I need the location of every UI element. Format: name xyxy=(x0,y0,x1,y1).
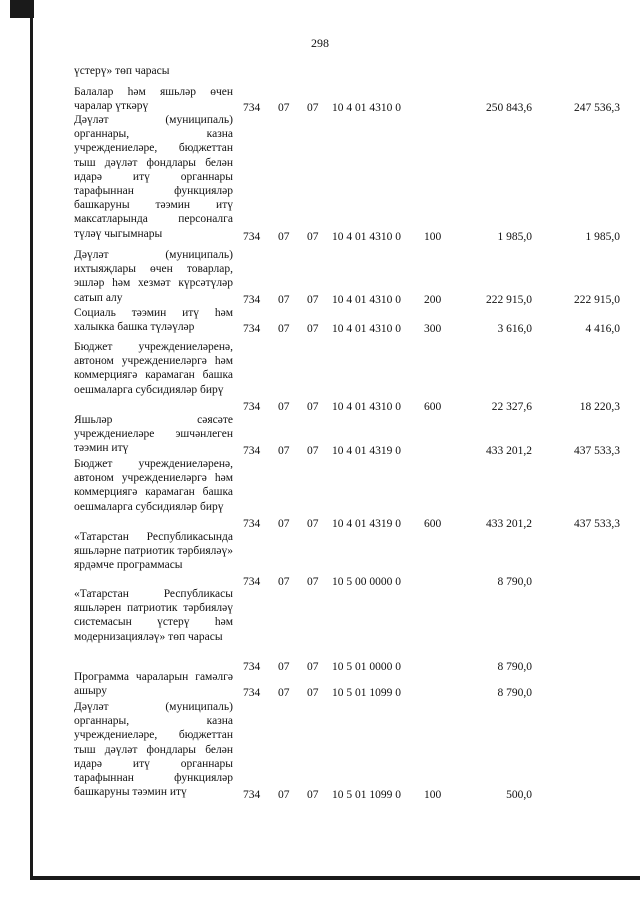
row-description: Балалар һәм яшьләр өчен чаралар үткәрү xyxy=(74,86,233,113)
row-description: Дәүләт (муниципаль) органнары, казна учреждениеләре, бюджеттан тыш дәүләт фондлары белән идарә итү органнары тарафыннан функцияләр башкаруны тәэмин итү максатларында персоналга түләү чыгымнары xyxy=(74,114,233,240)
expense-type-code: 100 xyxy=(424,788,442,801)
article-code: 10 5 01 1099 0 xyxy=(332,788,401,801)
admin-code: 734 xyxy=(243,517,261,530)
section-code: 07 xyxy=(278,686,290,699)
table-row xyxy=(0,457,640,531)
amount-year-1: 250 843,6 xyxy=(486,101,532,114)
section-code: 07 xyxy=(278,517,290,530)
article-code: 10 4 01 4310 0 xyxy=(332,101,401,114)
article-code: 10 5 01 1099 0 xyxy=(332,686,401,699)
amount-year-1: 433 201,2 xyxy=(486,444,532,457)
admin-code: 734 xyxy=(243,400,261,413)
admin-code: 734 xyxy=(243,322,261,335)
amount-year-2: 222 915,0 xyxy=(574,293,620,306)
subsection-code: 07 xyxy=(307,575,319,588)
table-row xyxy=(0,64,640,80)
expense-type-code: 300 xyxy=(424,322,442,335)
expense-type-code: 100 xyxy=(424,230,442,243)
subsection-code: 07 xyxy=(307,660,319,673)
article-code: 10 4 01 4310 0 xyxy=(332,400,401,413)
section-code: 07 xyxy=(278,575,290,588)
table-row xyxy=(0,248,640,307)
table-row xyxy=(0,340,640,414)
admin-code: 734 xyxy=(243,293,261,306)
table-row xyxy=(0,700,640,802)
article-code: 10 4 01 4310 0 xyxy=(332,230,401,243)
subsection-code: 07 xyxy=(307,444,319,457)
amount-year-1: 22 327,6 xyxy=(491,400,532,413)
table-row xyxy=(0,85,640,115)
row-description: Дәүләт (муниципаль) органнары, казна учреждениеләре, бюджеттан тыш дәүләт фондлары белән идарә итү органнары тарафыннан функцияләр башкаруны тәэмин итү xyxy=(74,701,233,799)
article-code: 10 4 01 4310 0 xyxy=(332,322,401,335)
amount-year-1: 500,0 xyxy=(506,788,532,801)
article-code: 10 4 01 4310 0 xyxy=(332,293,401,306)
amount-year-2: 1 985,0 xyxy=(585,230,620,243)
amount-year-1: 8 790,0 xyxy=(497,660,532,673)
row-description: Бюджет учреждениеләренә, автоном учреждениеләргә һәм коммерциягә карамаган башка оешмаларга субсидияләр бирү xyxy=(74,341,233,396)
table-row xyxy=(0,306,640,336)
amount-year-1: 433 201,2 xyxy=(486,517,532,530)
section-code: 07 xyxy=(278,400,290,413)
subsection-code: 07 xyxy=(307,322,319,335)
section-code: 07 xyxy=(278,444,290,457)
section-code: 07 xyxy=(278,660,290,673)
amount-year-1: 8 790,0 xyxy=(497,575,532,588)
row-description: «Татарстан Республикасы яшьләрен патриотик тәрбияләү системасын үстерү һәм модернизацияләү» төп чарасы xyxy=(74,588,233,643)
admin-code: 734 xyxy=(243,660,261,673)
row-description: Яшьләр сәясәте учреждениеләре эшчәнлеген тәэмин итү xyxy=(74,414,233,455)
table-row xyxy=(0,413,640,458)
row-description: Бюджет учреждениеләренә, автоном учреждениеләргә һәм коммерциягә карамаган башка оешмаларга субсидияләр бирү xyxy=(74,458,233,513)
admin-code: 734 xyxy=(243,444,261,457)
subsection-code: 07 xyxy=(307,293,319,306)
amount-year-2: 4 416,0 xyxy=(585,322,620,335)
table-row xyxy=(0,587,640,674)
row-description: Социаль тәэмин итү һәм халыкка башка түләүләр xyxy=(74,307,233,334)
amount-year-2: 18 220,3 xyxy=(579,400,620,413)
page-number: 298 xyxy=(311,36,329,50)
subsection-code: 07 xyxy=(307,400,319,413)
article-code: 10 4 01 4319 0 xyxy=(332,517,401,530)
article-code: 10 5 01 0000 0 xyxy=(332,660,401,673)
article-code: 10 4 01 4319 0 xyxy=(332,444,401,457)
row-description: Программа чараларын гамәлгә ашыру xyxy=(74,671,233,698)
amount-year-2: 437 533,3 xyxy=(574,444,620,457)
amount-year-1: 8 790,0 xyxy=(497,686,532,699)
amount-year-1: 222 915,0 xyxy=(486,293,532,306)
section-code: 07 xyxy=(278,101,290,114)
section-code: 07 xyxy=(278,322,290,335)
expense-type-code: 200 xyxy=(424,293,442,306)
subsection-code: 07 xyxy=(307,788,319,801)
table-row xyxy=(0,113,640,244)
section-code: 07 xyxy=(278,293,290,306)
admin-code: 734 xyxy=(243,101,261,114)
table-row xyxy=(0,530,640,589)
section-code: 07 xyxy=(278,230,290,243)
subsection-code: 07 xyxy=(307,686,319,699)
subsection-code: 07 xyxy=(307,517,319,530)
row-description: Дәүләт (муниципаль) ихтыяҗлары өчен товарлар, эшләр һәм хезмәт күрсәтүләр сатып алу xyxy=(74,249,233,304)
admin-code: 734 xyxy=(243,230,261,243)
amount-year-1: 1 985,0 xyxy=(497,230,532,243)
expense-type-code: 600 xyxy=(424,400,442,413)
row-description: «Татарстан Республикасында яшьләрне патриотик тәрбияләү» ярдәмче программасы xyxy=(74,531,233,572)
table-row xyxy=(0,670,640,700)
amount-year-2: 437 533,3 xyxy=(574,517,620,530)
subsection-code: 07 xyxy=(307,101,319,114)
amount-year-2: 247 536,3 xyxy=(574,101,620,114)
subsection-code: 07 xyxy=(307,230,319,243)
row-description: үстерү» төп чарасы xyxy=(74,65,170,77)
admin-code: 734 xyxy=(243,686,261,699)
admin-code: 734 xyxy=(243,788,261,801)
expense-type-code: 600 xyxy=(424,517,442,530)
article-code: 10 5 00 0000 0 xyxy=(332,575,401,588)
section-code: 07 xyxy=(278,788,290,801)
scan-bottom-line xyxy=(30,876,640,880)
amount-year-1: 3 616,0 xyxy=(497,322,532,335)
admin-code: 734 xyxy=(243,575,261,588)
